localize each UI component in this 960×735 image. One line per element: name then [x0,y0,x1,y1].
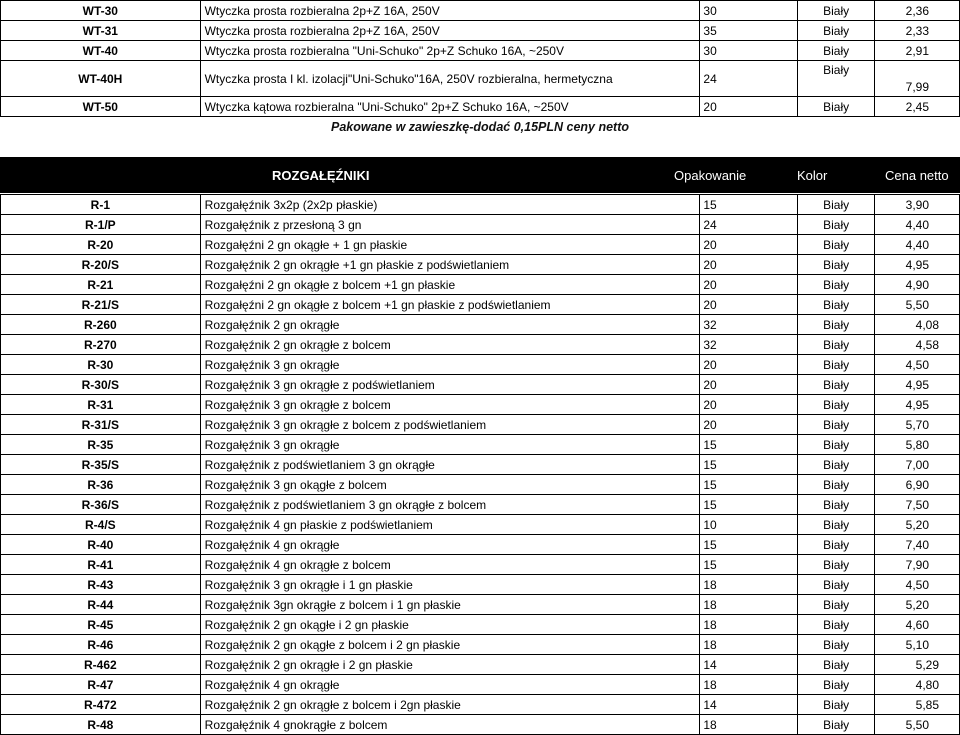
package-quantity: 18 [700,615,798,635]
product-color: Biały [798,61,875,97]
table-row [1,61,960,97]
net-price: 4,50 [875,575,960,595]
net-price: 5,50 [875,295,960,315]
product-description: Rozgałęźnik 4 gn okrągłe z bolcem [200,555,700,575]
packaging-header: Opakowanie [674,167,747,183]
splitters-header [0,157,960,193]
product-description: Rozgałęźnik 3 gn okrągłe z bolcem z podświetlaniem [200,415,700,435]
product-color: Biały [798,695,875,715]
product-description: Rozgałęźnik 4 gn okrągłe [200,675,700,695]
product-description: Rozgałęźnik 2 gn okrągłe i 2 gn płaskie [200,655,700,675]
table-row [1,695,960,715]
product-code: R-1 [1,195,201,215]
product-description: Rozgałęźnik 2 gn okrągłe [200,315,700,335]
product-color: Biały [798,655,875,675]
product-code: R-35 [1,435,201,455]
table-row [1,195,960,215]
product-color: Biały [798,255,875,275]
package-quantity: 30 [700,1,798,21]
net-price: 4,50 [875,355,960,375]
product-description: Rozgałęźnik 4 gn okrągłe [200,535,700,555]
package-quantity: 14 [700,655,798,675]
product-description: Rozgałęźnik 2 gn okrągłe z bolcem i 2gn płaskie [200,695,700,715]
table-row [1,475,960,495]
product-code: R-4/S [1,515,201,535]
product-color: Biały [798,415,875,435]
product-code: R-35/S [1,455,201,475]
product-description: Rozgałęźnik 2 gn okągłe i 2 gn płaskie [200,615,700,635]
product-color: Biały [798,475,875,495]
product-color: Biały [798,495,875,515]
net-price: 4,95 [875,375,960,395]
net-price: 7,50 [875,495,960,515]
net-price: 5,80 [875,435,960,455]
product-color: Biały [798,235,875,255]
product-color: Biały [798,575,875,595]
package-quantity: 24 [700,215,798,235]
product-description: Rozgałęźnik z podświetlaniem 3 gn okrągłe [200,455,700,475]
product-code: R-21 [1,275,201,295]
table-row [1,575,960,595]
net-price: 4,80 [875,675,960,695]
package-quantity: 24 [700,61,798,97]
product-description: Rozgałęźnik 2 gn okągłe z bolcem i 2 gn płaskie [200,635,700,655]
net-price: 7,99 [875,61,960,97]
net-price: 2,91 [875,41,960,61]
table-row [1,295,960,315]
product-color: Biały [798,535,875,555]
product-code: R-47 [1,675,201,695]
net-price: 4,40 [875,235,960,255]
product-code: R-36/S [1,495,201,515]
product-color: Biały [798,21,875,41]
package-quantity: 20 [700,295,798,315]
splitters-table [0,194,960,735]
product-description: Wtyczka prosta rozbieralna 2p+Z 16A, 250V [200,21,700,41]
product-code: WT-30 [1,1,201,21]
table-row [1,315,960,335]
section-title: ROZGAŁĘŹNIKI [272,167,370,183]
product-code: WT-40 [1,41,201,61]
product-code: R-43 [1,575,201,595]
table-row [1,635,960,655]
product-description: Rozgałęźnik 3 gn okrągłe z bolcem [200,395,700,415]
product-color: Biały [798,555,875,575]
table-row [1,215,960,235]
package-quantity: 20 [700,235,798,255]
net-price: 4,08 [875,315,960,335]
product-color: Biały [798,275,875,295]
product-description: Rozgałęźnik 3 gn okrągłe z podświetlaniem [200,375,700,395]
product-color: Biały [798,435,875,455]
net-price: 6,90 [875,475,960,495]
package-quantity: 14 [700,695,798,715]
product-code: R-472 [1,695,201,715]
table-row [1,535,960,555]
product-code: R-462 [1,655,201,675]
product-color: Biały [798,195,875,215]
product-code: R-260 [1,315,201,335]
product-color: Biały [798,315,875,335]
product-description: Rozgałęźnik z podświetlaniem 3 gn okrągłe z bolcem [200,495,700,515]
package-quantity: 20 [700,375,798,395]
product-description: Rozgałęźnik 3 gn okrągłe [200,355,700,375]
table-row [1,495,960,515]
color-header: Kolor [797,167,828,183]
net-price: 2,36 [875,1,960,21]
product-color: Biały [798,355,875,375]
table-row [1,275,960,295]
package-quantity: 15 [700,195,798,215]
product-color: Biały [798,715,875,735]
package-quantity: 18 [700,575,798,595]
product-code: R-1/P [1,215,201,235]
net-price: 5,10 [875,635,960,655]
net-price: 2,45 [875,97,960,117]
package-quantity: 18 [700,675,798,695]
product-color: Biały [798,375,875,395]
package-quantity: 20 [700,395,798,415]
table-row [1,235,960,255]
table-row [1,97,960,117]
table-row [1,435,960,455]
product-color: Biały [798,675,875,695]
product-color: Biały [798,41,875,61]
product-color: Biały [798,635,875,655]
net-price: 4,40 [875,215,960,235]
product-description: Rozgałęźnik 4 gnokrągłe z bolcem [200,715,700,735]
net-price: 3,90 [875,195,960,215]
product-code: R-21/S [1,295,201,315]
product-description: Rozgałęźnik 3gn okrągłe z bolcem i 1 gn płaskie [200,595,700,615]
product-color: Biały [798,615,875,635]
net-price: 2,33 [875,21,960,41]
product-description: Rozgałęźni 2 gn okągłe z bolcem +1 gn płaskie [200,275,700,295]
package-quantity: 10 [700,515,798,535]
product-color: Biały [798,1,875,21]
product-description: Rozgałęźnik 4 gn płaskie z podświetlaniem [200,515,700,535]
table-row [1,255,960,275]
table-row [1,375,960,395]
product-code: R-44 [1,595,201,615]
product-code: R-30/S [1,375,201,395]
product-color: Biały [798,335,875,355]
package-quantity: 15 [700,495,798,515]
product-description: Rozgałęźnik 3 gn okągłe z bolcem [200,475,700,495]
package-quantity: 15 [700,535,798,555]
product-description: Rozgałęźni 2 gn okągłe + 1 gn płaskie [200,235,700,255]
product-color: Biały [798,515,875,535]
price-header: Cena netto [885,167,949,183]
product-color: Biały [798,97,875,117]
product-color: Biały [798,455,875,475]
package-quantity: 15 [700,555,798,575]
net-price: 7,00 [875,455,960,475]
product-description: Rozgałęźnik z przesłoną 3 gn [200,215,700,235]
table-row [1,395,960,415]
table-row [1,615,960,635]
product-description: Rozgałęźnik 2 gn okrągłe +1 gn płaskie z podświetlaniem [200,255,700,275]
product-description: Wtyczka prosta rozbieralna "Uni-Schuko" 2p+Z Schuko 16A, ~250V [200,41,700,61]
table-row [1,715,960,735]
table-row [1,335,960,355]
package-quantity: 20 [700,275,798,295]
net-price: 7,40 [875,535,960,555]
table-row [1,21,960,41]
product-code: WT-40H [1,61,201,97]
product-code: R-31 [1,395,201,415]
product-description: Wtyczka kątowa rozbieralna "Uni-Schuko" 2p+Z Schuko 16A, ~250V [200,97,700,117]
table-row [1,515,960,535]
product-code: WT-31 [1,21,201,41]
package-quantity: 20 [700,415,798,435]
net-price: 4,58 [875,335,960,355]
package-quantity: 15 [700,475,798,495]
net-price: 5,70 [875,415,960,435]
product-description: Wtyczka prosta I kl. izolacji"Uni-Schuko"16A, 250V rozbieralna, hermetyczna [200,61,700,97]
product-code: R-41 [1,555,201,575]
package-quantity: 18 [700,635,798,655]
package-quantity: 15 [700,435,798,455]
packing-note: Pakowane w zawieszkę-dodać 0,15PLN ceny netto [330,120,630,134]
product-color: Biały [798,595,875,615]
package-quantity: 32 [700,315,798,335]
package-quantity: 18 [700,715,798,735]
product-code: R-20/S [1,255,201,275]
net-price: 4,95 [875,395,960,415]
product-code: R-20 [1,235,201,255]
net-price: 5,29 [875,655,960,675]
table-row [1,675,960,695]
product-code: R-40 [1,535,201,555]
product-description: Rozgałęźnik 3 gn okrągłe i 1 gn płaskie [200,575,700,595]
product-code: R-45 [1,615,201,635]
net-price: 5,20 [875,595,960,615]
product-description: Rozgałęźni 2 gn okągłe z bolcem +1 gn płaskie z podświetlaniem [200,295,700,315]
table-row [1,1,960,21]
product-code: R-31/S [1,415,201,435]
table-row [1,595,960,615]
package-quantity: 35 [700,21,798,41]
table-row [1,555,960,575]
package-quantity: 20 [700,255,798,275]
net-price: 5,20 [875,515,960,535]
product-color: Biały [798,395,875,415]
product-code: R-48 [1,715,201,735]
package-quantity: 20 [700,97,798,117]
package-quantity: 20 [700,355,798,375]
product-code: R-46 [1,635,201,655]
net-price: 5,50 [875,715,960,735]
product-description: Rozgałęźnik 3x2p (2x2p płaskie) [200,195,700,215]
table-row [1,415,960,435]
package-quantity: 18 [700,595,798,615]
table-row [1,655,960,675]
table-row [1,455,960,475]
table-row [1,355,960,375]
net-price: 5,85 [875,695,960,715]
product-description: Rozgałęźnik 3 gn okrągłe [200,435,700,455]
package-quantity: 32 [700,335,798,355]
net-price: 4,60 [875,615,960,635]
product-code: R-270 [1,335,201,355]
product-description: Rozgałęźnik 2 gn okrągłe z bolcem [200,335,700,355]
product-code: R-30 [1,355,201,375]
plug-table [0,0,960,117]
net-price: 7,90 [875,555,960,575]
product-code: WT-50 [1,97,201,117]
product-code: R-36 [1,475,201,495]
product-description: Wtyczka prosta rozbieralna 2p+Z 16A, 250V [200,1,700,21]
package-quantity: 30 [700,41,798,61]
product-color: Biały [798,295,875,315]
net-price: 4,95 [875,255,960,275]
product-color: Biały [798,215,875,235]
net-price: 4,90 [875,275,960,295]
table-row [1,41,960,61]
package-quantity: 15 [700,455,798,475]
